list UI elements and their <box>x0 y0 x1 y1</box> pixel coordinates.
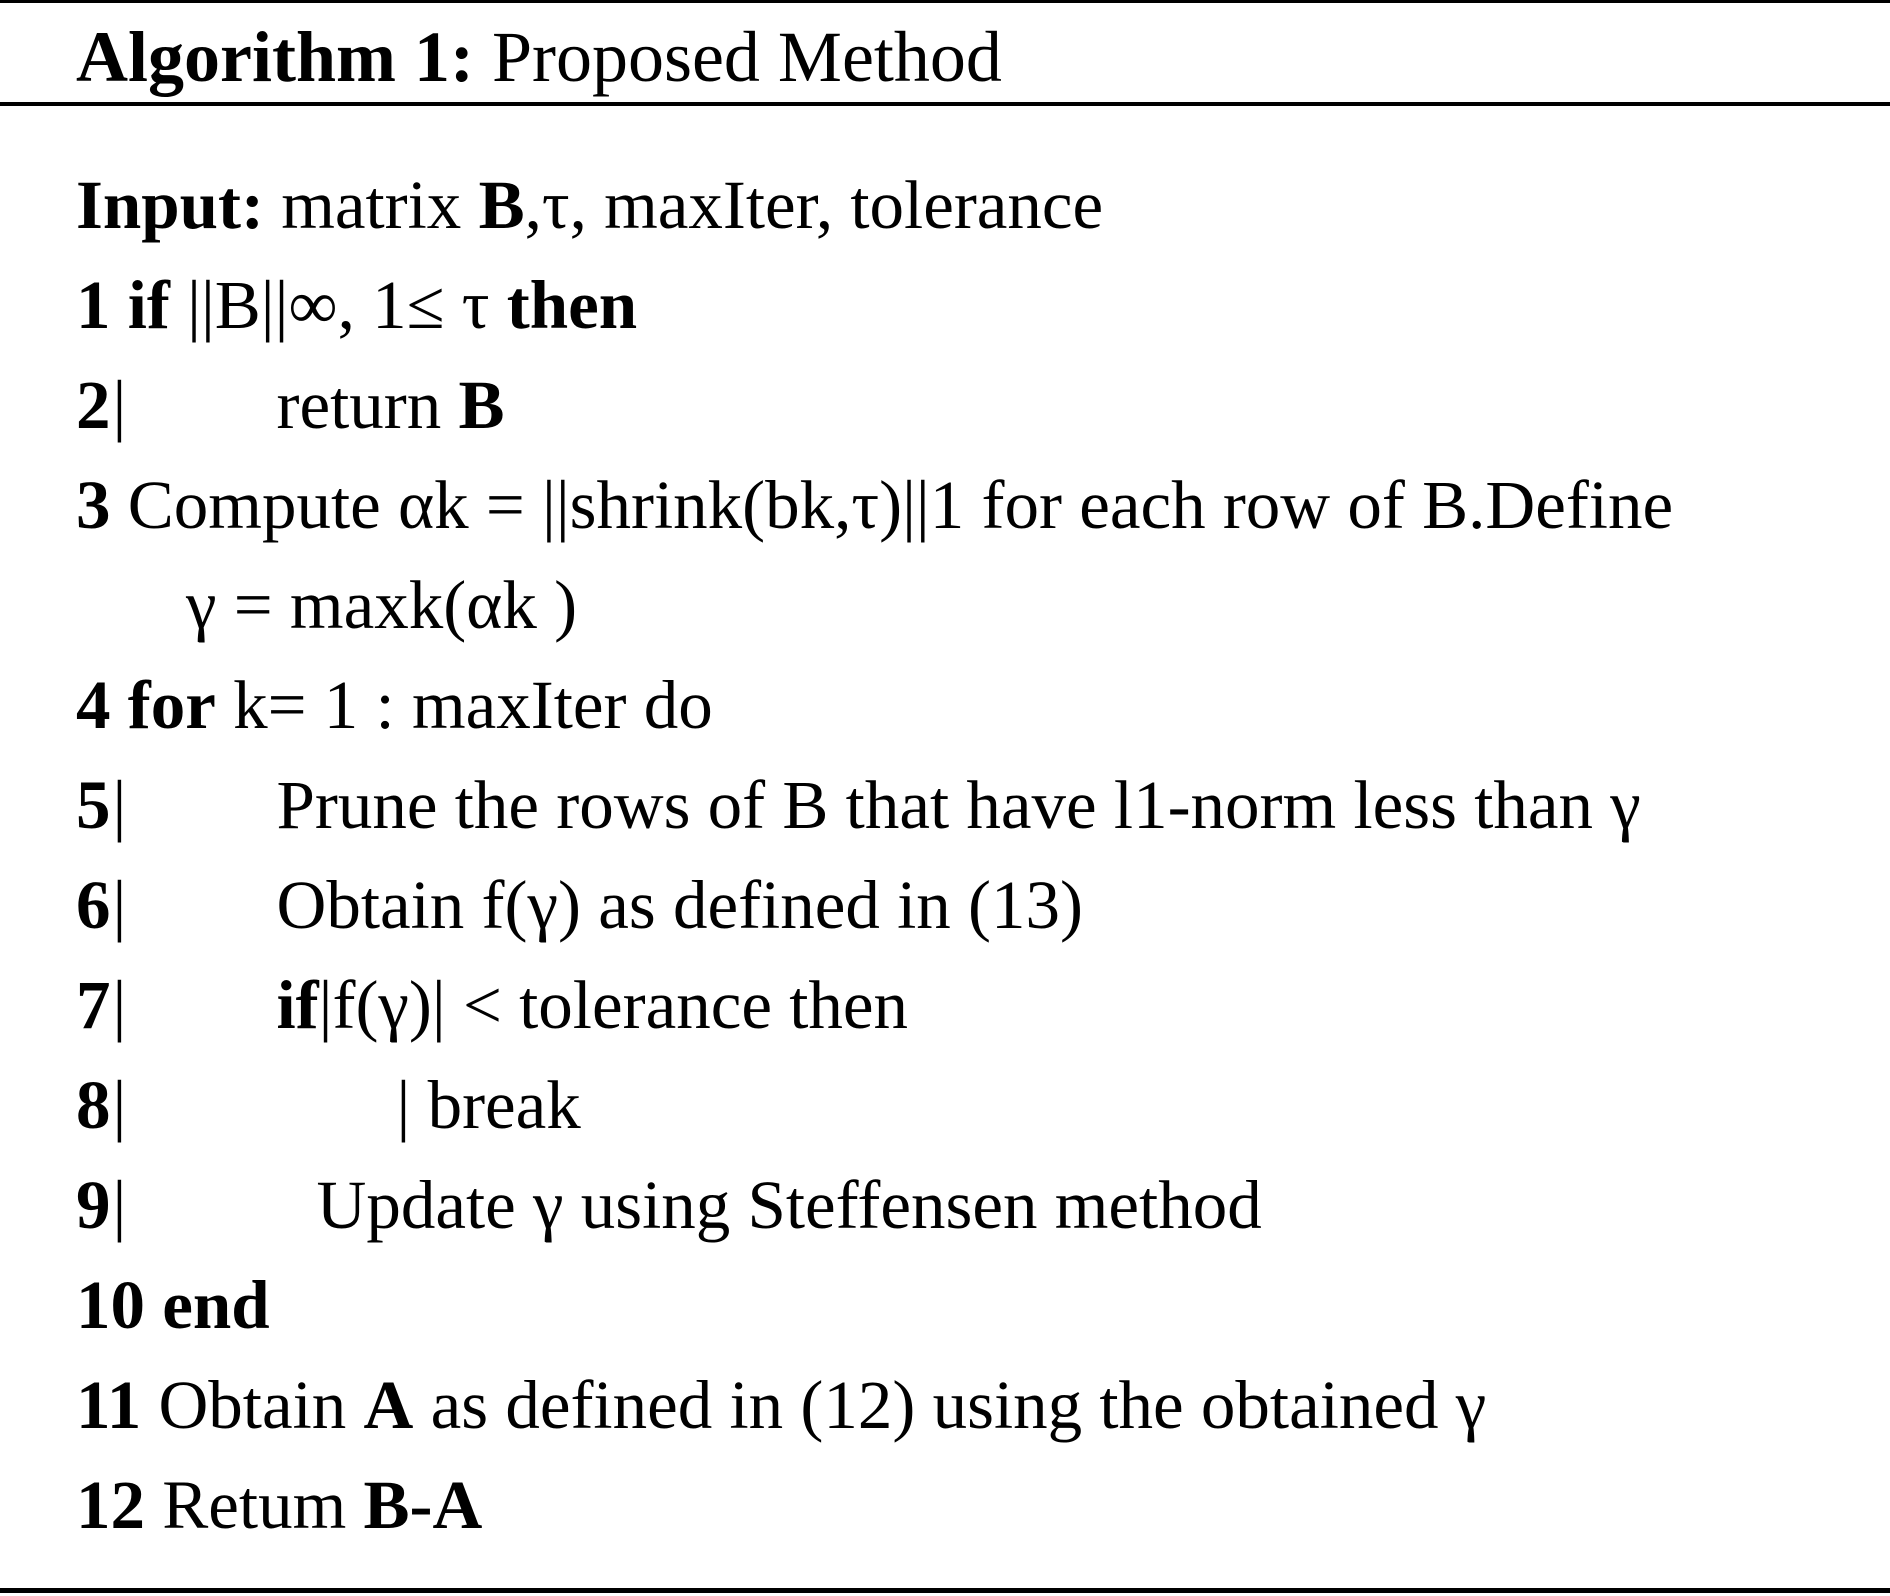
statement-text: γ = maxk(αk ) <box>186 567 578 643</box>
line-number: 7 <box>76 967 111 1043</box>
algorithm-line-9 <box>76 1160 1262 1250</box>
algorithm-line-5 <box>76 760 1641 850</box>
input-label: Input: <box>76 167 264 243</box>
statement-text: Retum <box>162 1467 347 1543</box>
line-number: 2 <box>76 367 111 443</box>
line-number: 10 <box>76 1267 145 1343</box>
algorithm-label: Algorithm 1: <box>76 17 474 97</box>
title-rule <box>0 102 1890 106</box>
line-number: 11 <box>76 1367 142 1443</box>
statement-bold: B-A <box>363 1467 483 1543</box>
keyword-if: if <box>276 967 319 1043</box>
line-number: 9 <box>76 1167 111 1243</box>
line-number: 3 <box>76 467 111 543</box>
algorithm-title <box>76 12 1002 102</box>
line-number: 6 <box>76 867 111 943</box>
line-number: 8 <box>76 1067 111 1143</box>
statement-text: |f(γ)| < tolerance then <box>318 967 908 1043</box>
line-number: 12 <box>76 1467 145 1543</box>
keyword-if: if <box>127 267 170 343</box>
algorithm-name: Proposed Method <box>491 17 1002 97</box>
statement-text: Prune the rows of B that have l1-norm less than γ <box>276 767 1641 843</box>
input-text-2: ,τ, maxIter, tolerance <box>524 167 1104 243</box>
keyword-for: for <box>127 667 216 743</box>
input-line <box>76 160 1103 250</box>
statement-text: return <box>276 367 442 443</box>
input-matrix: B <box>478 167 525 243</box>
keyword-end: end <box>162 1267 270 1343</box>
line-number: 1 <box>76 267 111 343</box>
algorithm-line-2 <box>76 360 505 450</box>
algorithm-line-3 <box>76 460 1673 550</box>
block-bar: | <box>112 367 127 443</box>
statement-bold: B <box>458 367 505 443</box>
block-bar: | <box>112 1067 127 1143</box>
statement-text: Update γ using Steffensen method <box>316 1167 1262 1243</box>
statement-text: | break <box>396 1067 581 1143</box>
block-bar: | <box>112 967 127 1043</box>
algorithm-line-1 <box>76 260 637 350</box>
algorithm-line-3-continuation <box>186 560 577 650</box>
statement-text: Obtain f(γ) as defined in (13) <box>276 867 1083 943</box>
bottom-rule <box>0 1588 1890 1593</box>
block-bar: | <box>112 1167 127 1243</box>
condition-text: ||B||∞, 1≤ τ <box>187 267 490 343</box>
top-rule <box>0 0 1890 3</box>
algorithm-line-11 <box>76 1360 1486 1450</box>
statement-text: Compute αk = ||shrink(bk,τ)||1 for each row of B.Define <box>127 467 1674 543</box>
algorithm-line-6 <box>76 860 1083 950</box>
algorithm-line-8 <box>76 1060 581 1150</box>
algorithm-line-4 <box>76 660 713 750</box>
line-number: 4 <box>76 667 111 743</box>
algorithm-line-7 <box>76 960 908 1050</box>
statement-bold: A <box>363 1367 414 1443</box>
statement-text-2: as defined in (12) using the obtained γ <box>430 1367 1487 1443</box>
statement-text: Obtain <box>158 1367 347 1443</box>
line-number: 5 <box>76 767 111 843</box>
block-bar: | <box>112 767 127 843</box>
statement-text: k= 1 : maxIter do <box>233 667 713 743</box>
algorithm-line-10 <box>76 1260 270 1350</box>
block-bar: | <box>112 867 127 943</box>
algorithm-line-12 <box>76 1460 482 1550</box>
input-text-1: matrix <box>281 167 462 243</box>
keyword-then: then <box>506 267 638 343</box>
